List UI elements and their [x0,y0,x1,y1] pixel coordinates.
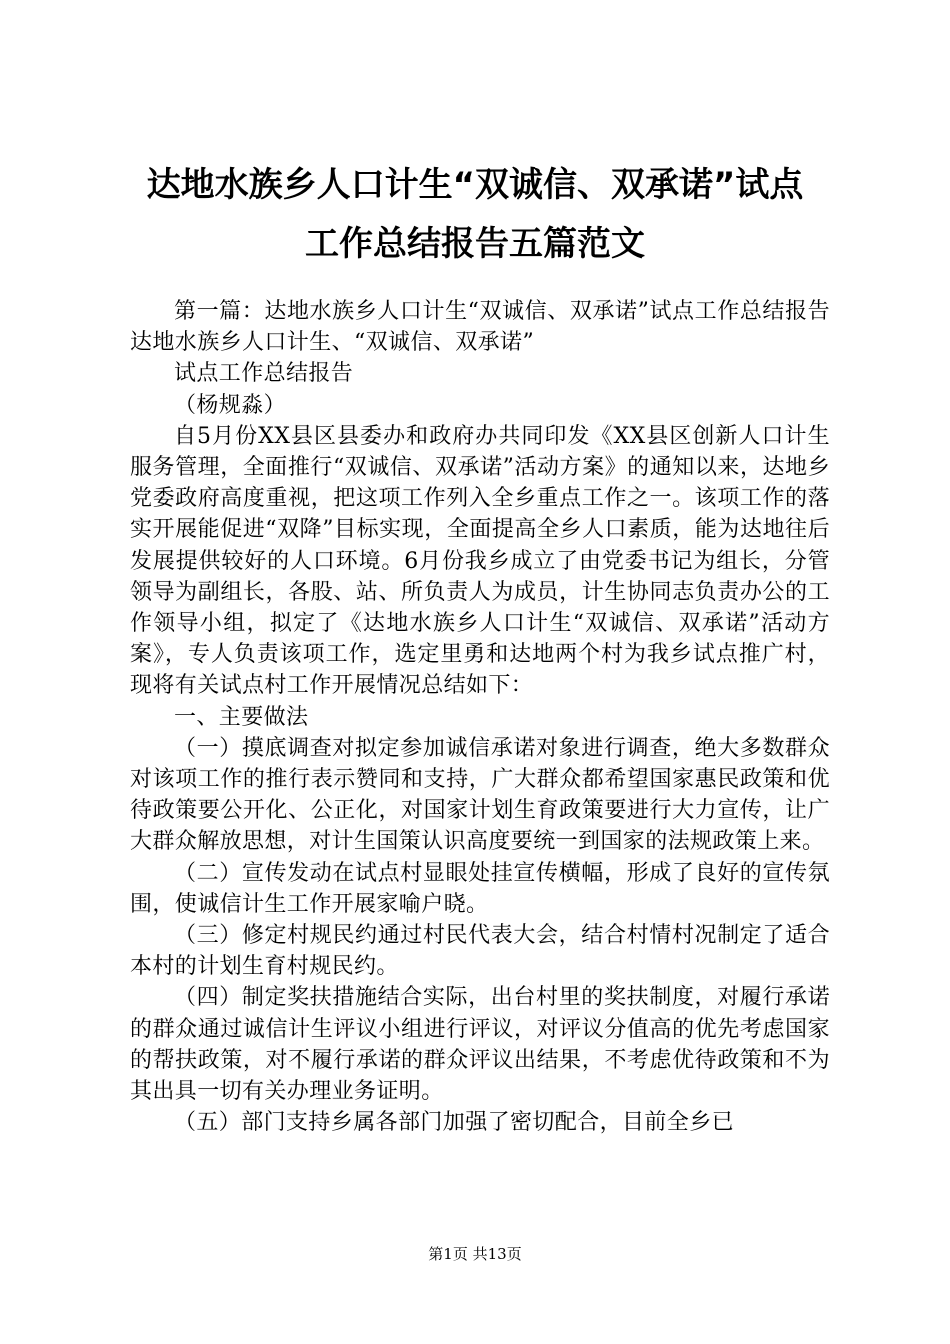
document-title-line-2: 工作总结报告五篇范文 [305,224,645,264]
paragraph-item-4: （四）制定奖扶措施结合实际，出台村里的奖扶制度，对履行承诺的群众通过诚信计生评议小组进行评议，对评议分值高的优先考虑国家的帮扶政策，对不履行承诺的群众评议出结果，不考虑优待政策和不为其出具一切有关办理业务证明。 [130,985,830,1105]
paragraph-item-1: （一）摸底调查对拟定参加诚信承诺对象进行调查，绝大多数群众对该项工作的推行表示赞同和支持，广大群众都希望国家惠民政策和优待政策要公开化、公正化，对国家计划生育政策要进行大力宣传，让广大群众解放思想，对计生国策认识高度要统一到国家的法规政策上来。 [130,735,830,855]
paragraph-intro: 自5月份XX县区县委办和政府办共同印发《XX县区创新人口计生服务管理，全面推行“双诚信、双承诺”活动方案》的通知以来，达地乡党委政府高度重视，把这项工作列入全乡重点工作之一。该项工作的落实开展能促进“双降”目标实现，全面提高全乡人口素质，能为达地往后发展提供较好的人口环境。6月份我乡成立了由党委书记为组长，分管领导为副组长，各股、站、所负责人为成员，计生协同志负责办公的工作领导小组，拟定了《达地水族乡人口计生“双诚信、双承诺”活动方案》，专人负责该项工作，选定里勇和达地两个村为我乡试点推广村，现将有关试点村工作开展情况总结如下： [130,423,830,699]
section-heading-main-practices: 一、主要做法 [174,704,309,730]
paragraph-chapter-heading: 第一篇：达地水族乡人口计生“双诚信、双承诺”试点工作总结报告达地水族乡人口计生、“双诚信、双承诺” [130,299,830,356]
page-footer: 第1页 共13页 [428,1245,522,1263]
paragraph-author: （杨规淼） [174,392,287,418]
document-body [130,296,830,1138]
document-title-line-1: 达地水族乡人口计生“双诚信、双承诺”试点 [146,165,804,205]
paragraph-item-3: （三）修定村规民约通过村民代表大会，结合村情村况制定了适合本村的计划生育村规民约。 [130,923,830,980]
paragraph-report-title: 试点工作总结报告 [174,361,354,387]
paragraph-item-5: （五）部门支持乡属各部门加强了密切配合，目前全乡已 [174,1110,735,1136]
paragraph-item-2: （二）宣传发动在试点村显眼处挂宣传横幅，形成了良好的宣传氛围，使诚信计生工作开展家喻户晓。 [130,860,830,917]
